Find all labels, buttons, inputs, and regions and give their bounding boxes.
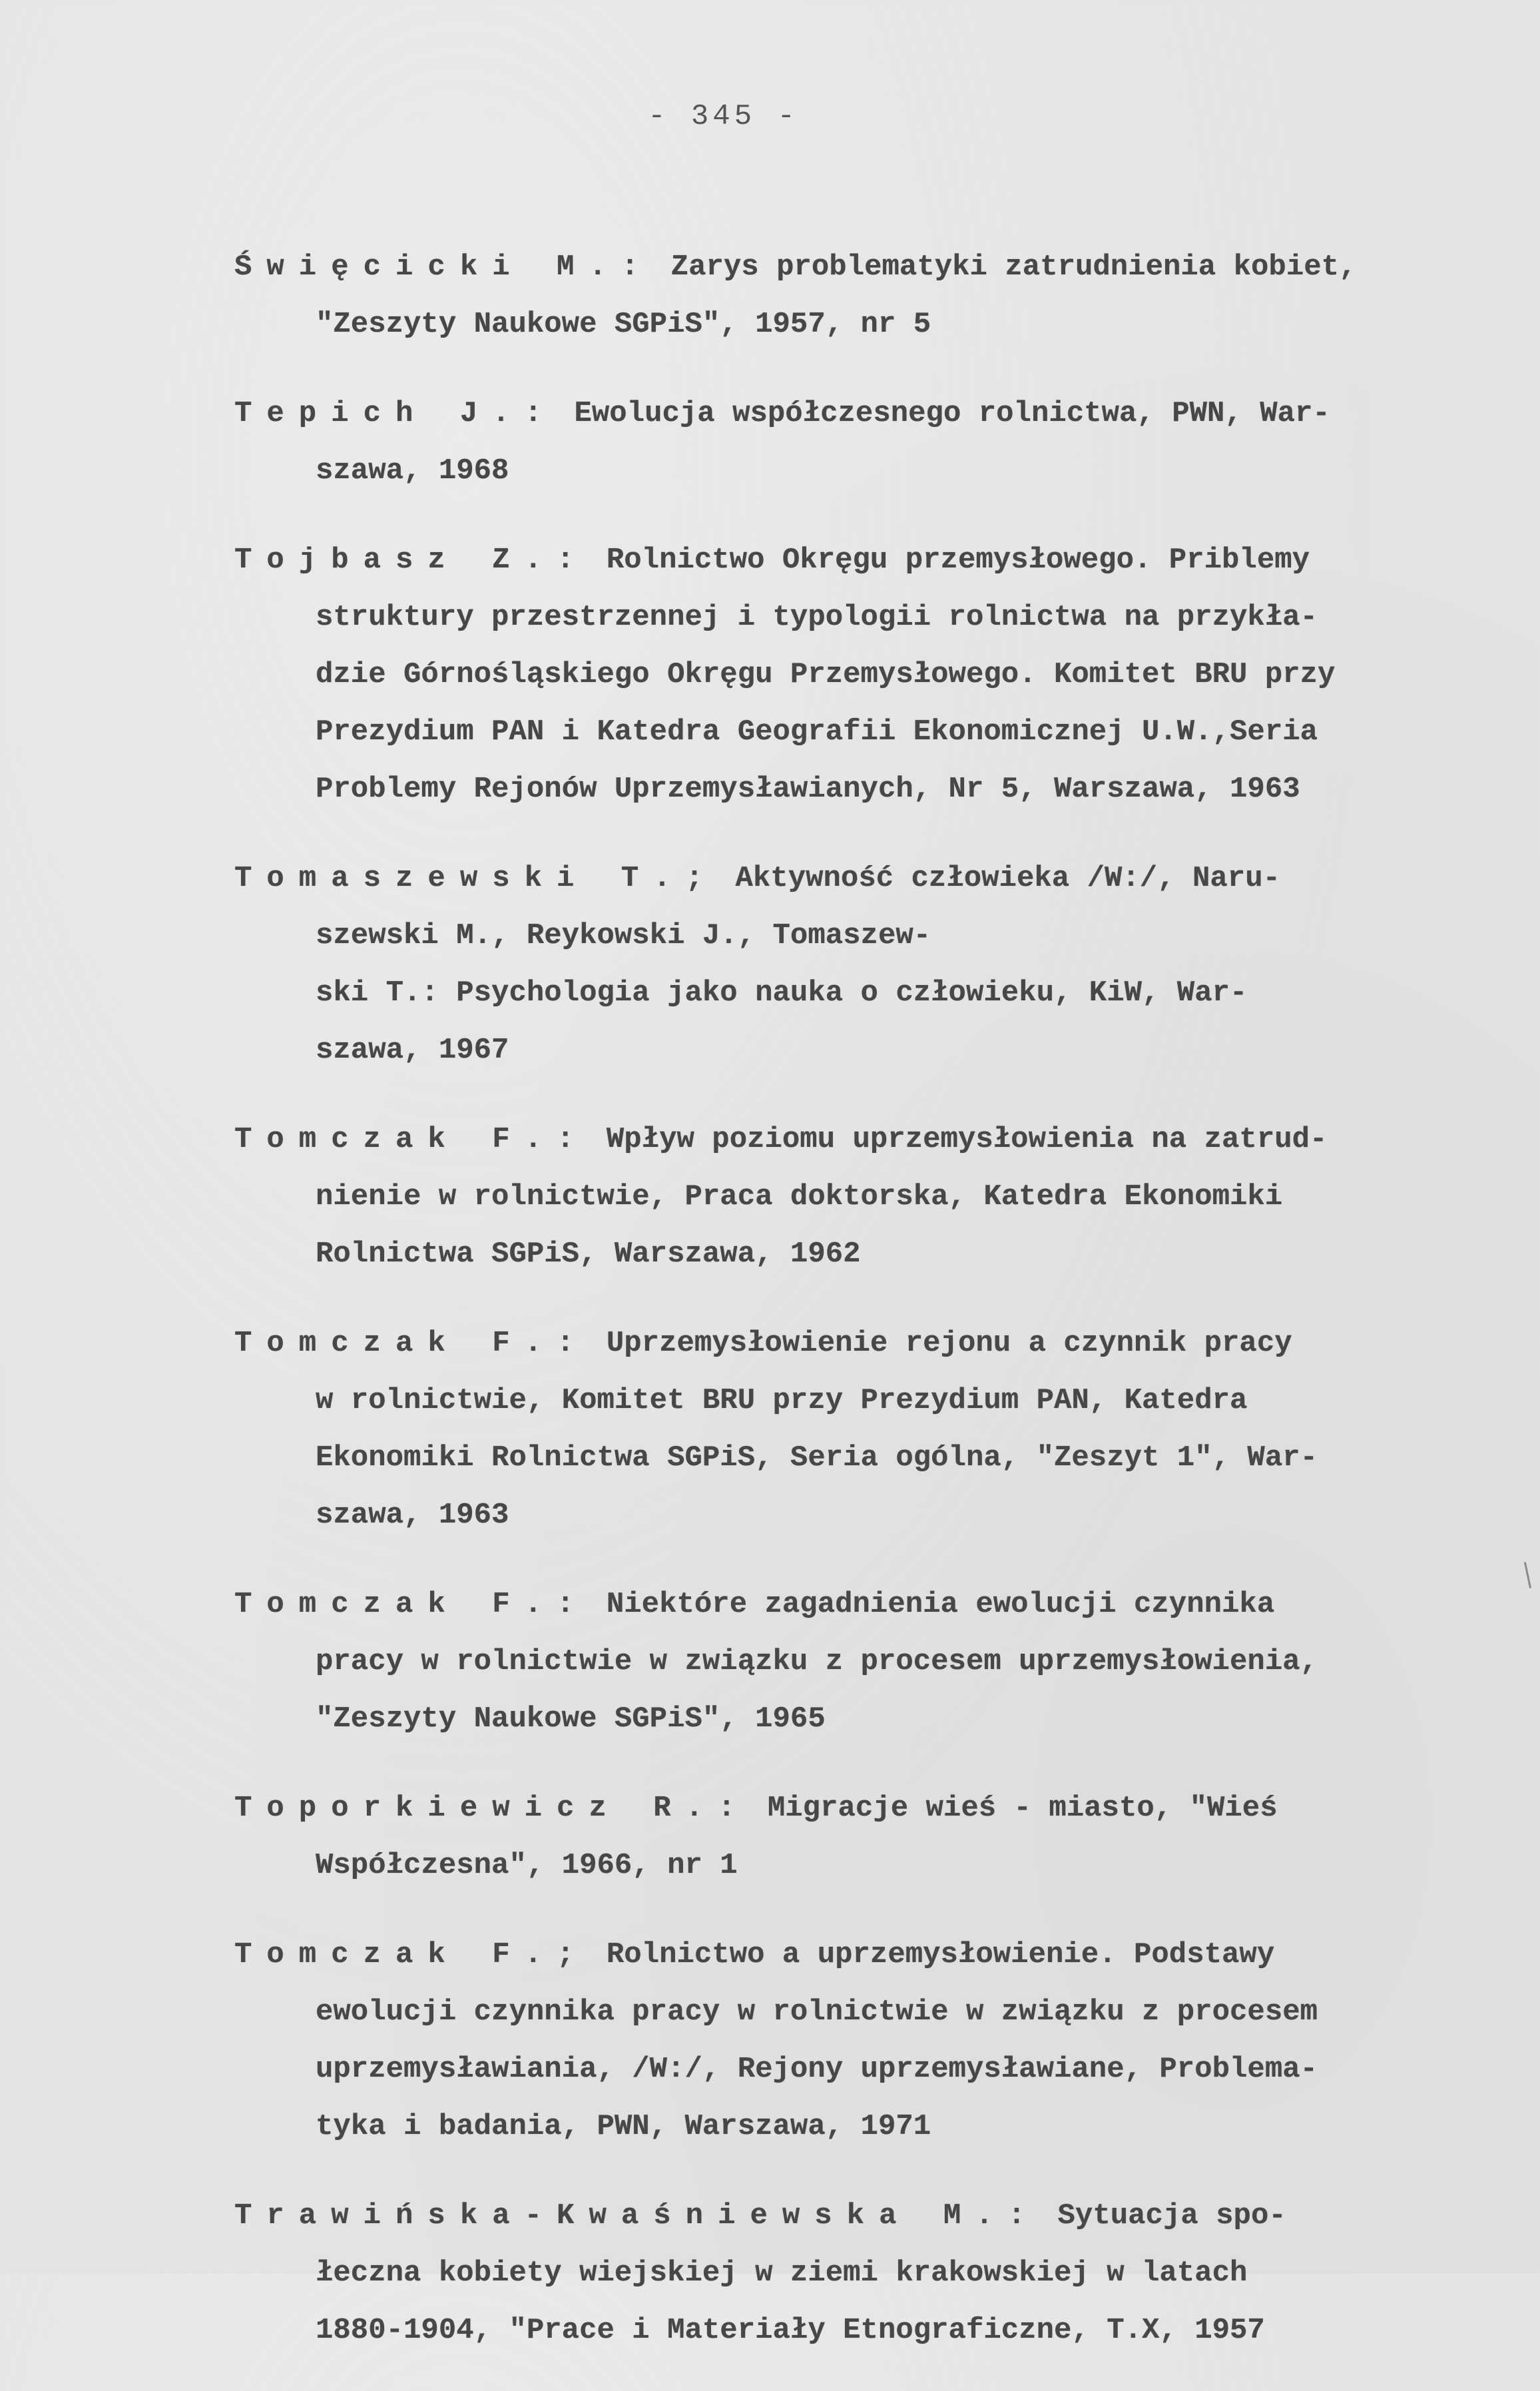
entry-text-line: dzie Górnośląskiego Okręgu Przemysłowego. Komitet BRU przy	[316, 658, 1336, 691]
entry-text-line: ski T.: Psychologia jako nauka o człowieku, KiW, War-	[316, 976, 1248, 1010]
entry-text-line: Zarys problematyki zatrudnienia kobiet,	[670, 250, 1357, 284]
bibliography-entry	[234, 385, 1533, 500]
entry-author: Święcicki M.:	[234, 250, 654, 284]
entry-text-line: Ewolucja współczesnego rolnictwa, PWN, War-	[574, 397, 1330, 430]
entry-text-line: Uprzemysłowienie rejonu a czynnik pracy	[606, 1327, 1292, 1360]
entry-author: Tojbasz Z.:	[234, 543, 589, 577]
bibliography-entry	[234, 1315, 1533, 1544]
entry-text-line: Wpływ poziomu uprzemysłowienia na zatrud-	[606, 1123, 1328, 1156]
entry-author: Tomczak F.:	[234, 1123, 589, 1156]
page-number-label: - 345 -	[648, 100, 799, 133]
entry-text-line: Prezydium PAN i Katedra Geografii Ekonomicznej U.W.,Seria	[316, 715, 1318, 749]
entry-text-line: Sytuacja spo-	[1057, 2199, 1286, 2232]
entry-author: Tomczak F.:	[234, 1327, 589, 1360]
entry-text-line: szawa, 1963	[316, 1499, 509, 1532]
entry-author: Tomaszewski T.;	[234, 862, 718, 895]
entry-text-line: szawa, 1968	[316, 454, 509, 488]
bibliography-entry	[234, 531, 1533, 818]
entry-text-line: nienie w rolnictwie, Praca doktorska, Katedra Ekonomiki	[316, 1180, 1283, 1213]
bibliography-entry	[234, 238, 1533, 353]
bibliography-entry	[234, 1576, 1533, 1748]
entry-text-line: uprzemysławiania, /W:/, Rejony uprzemysławiane, Problema-	[316, 2053, 1318, 2086]
entry-text-line: Ekonomiki Rolnictwa SGPiS, Seria ogólna, "Zeszyt 1", War-	[316, 1441, 1318, 1475]
entry-text-line: ewolucji czynnika pracy w rolnictwie w związku z procesem	[316, 1995, 1318, 2029]
entry-text-line: Aktywność człowieka /W:/, Naru-	[735, 862, 1281, 895]
entry-text-line: Niektóre zagadnienia ewolucji czynnika	[606, 1588, 1275, 1621]
bibliography-entry	[234, 850, 1533, 1079]
page-number	[0, 100, 1540, 133]
entry-text-line: Rolnictwo Okręgu przemysłowego. Priblemy	[606, 543, 1310, 577]
entry-text-line: Rolnictwa SGPiS, Warszawa, 1962	[316, 1237, 861, 1271]
entry-author: Trawińska-Kwaśniewska M.:	[234, 2199, 1041, 2232]
entry-text-line: szawa, 1967	[316, 1034, 509, 1067]
entry-text-line: Problemy Rejonów Uprzemysławianych, Nr 5, Warszawa, 1963	[316, 773, 1300, 806]
bibliography-entry	[234, 1111, 1533, 1283]
entry-text-line: "Zeszyty Naukowe SGPiS", 1965	[316, 1702, 826, 1736]
bibliography-list	[234, 238, 1533, 2391]
entry-author: Toporkiewicz R.:	[234, 1792, 750, 1825]
entry-text-line: "Zeszyty Naukowe SGPiS", 1957, nr 5	[316, 308, 931, 341]
entry-author: Tomczak F.:	[234, 1588, 589, 1621]
entry-author: Tomczak F.;	[234, 1938, 589, 1971]
bibliography-entry	[234, 1780, 1533, 1894]
entry-text-line: Współczesna", 1966, nr 1	[316, 1849, 738, 1882]
entry-text-line: łeczna kobiety wiejskiej w ziemi krakowskiej w latach	[316, 2256, 1248, 2290]
entry-text-line: szewski M., Reykowski J., Tomaszew-	[316, 919, 931, 952]
entry-author: Tepich J.:	[234, 397, 557, 430]
entry-text-line: Migracje wieś - miasto, "Wieś	[767, 1792, 1278, 1825]
entry-text-line: tyka i badania, PWN, Warszawa, 1971	[316, 2110, 931, 2143]
bibliography-entry	[234, 2187, 1533, 2359]
entry-text-line: 1880-1904, "Prace i Materiały Etnograficzne, T.X, 1957	[316, 2314, 1265, 2347]
bibliography-entry	[234, 1926, 1533, 2155]
entry-text-line: pracy w rolnictwie w związku z procesem uprzemysłowienia,	[316, 1645, 1318, 1678]
entry-text-line: Rolnictwo a uprzemysłowienie. Podstawy	[606, 1938, 1275, 1971]
entry-text-line: struktury przestrzennej i typologii rolnictwa na przykła-	[316, 601, 1318, 634]
entry-text-line: w rolnictwie, Komitet BRU przy Prezydium PAN, Katedra	[316, 1384, 1248, 1417]
